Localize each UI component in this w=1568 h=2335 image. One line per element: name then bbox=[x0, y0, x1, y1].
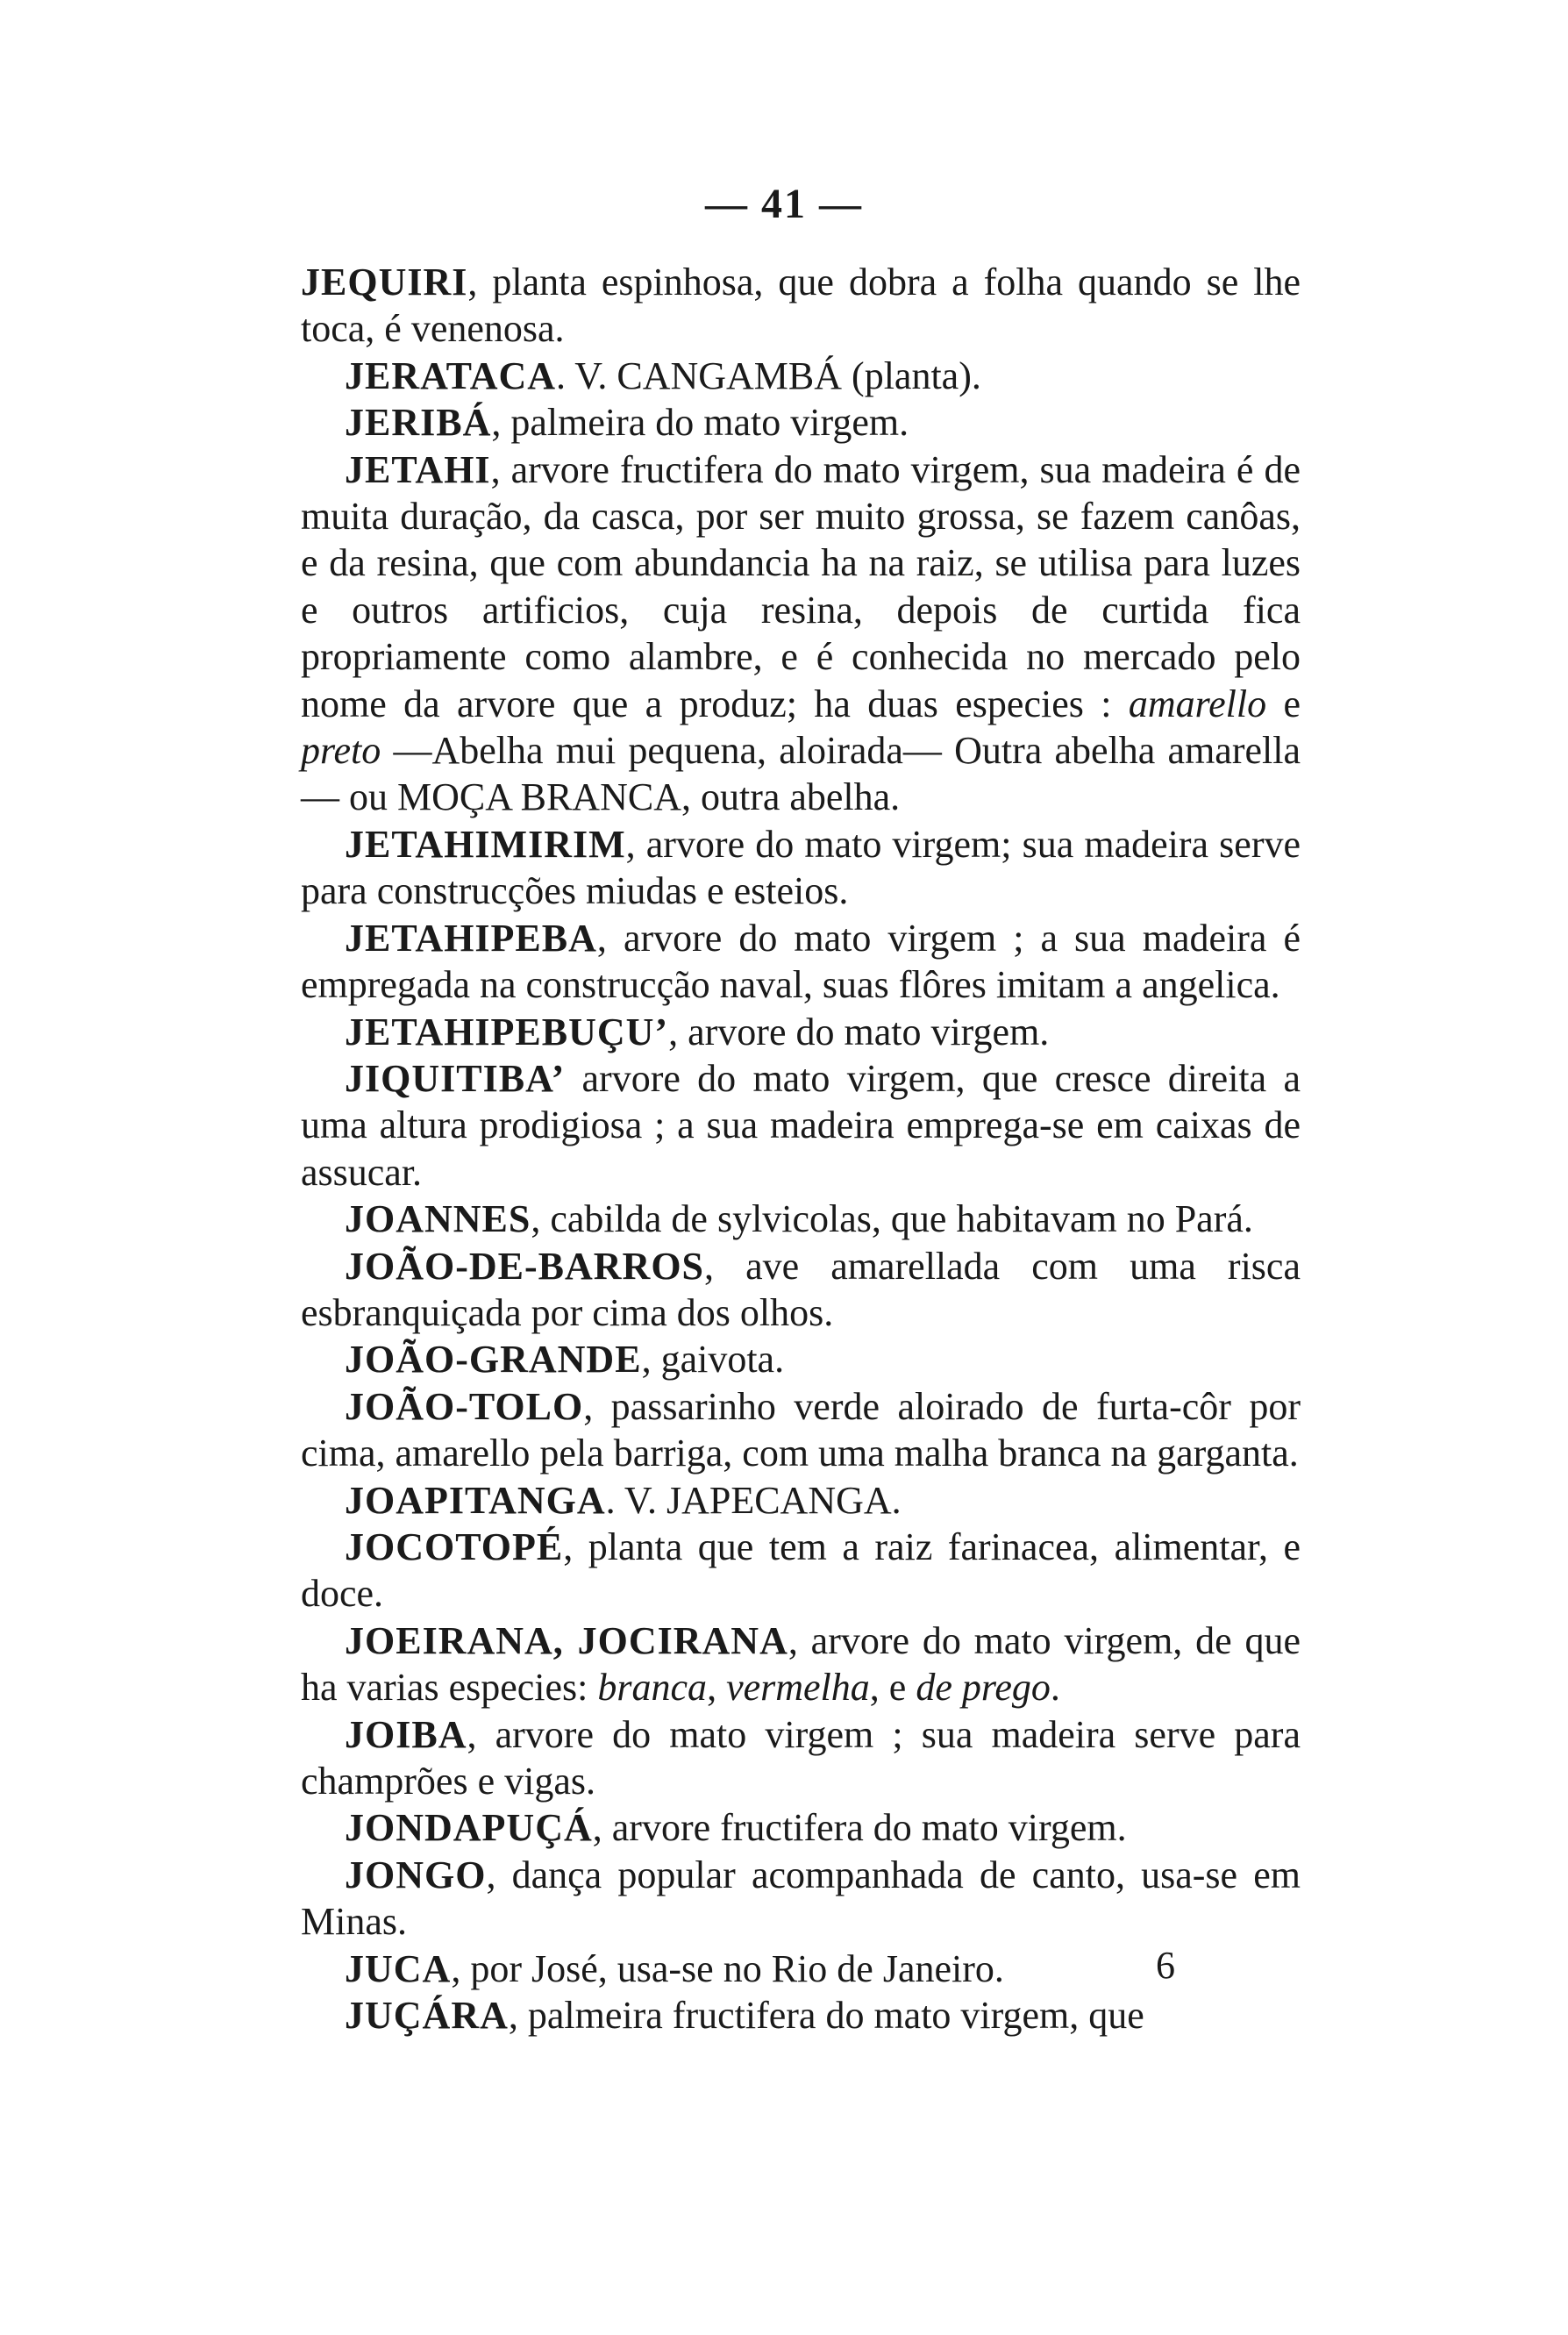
entry-headword: JOCOTOPÉ bbox=[345, 1525, 564, 1568]
entry-headword: JONGO bbox=[345, 1853, 487, 1896]
dictionary-entry bbox=[301, 1196, 1301, 1242]
entry-definition: , arvore do mato virgem, de que ha varias especies: bbox=[301, 1618, 1301, 1710]
entry-connector: e bbox=[1283, 682, 1301, 725]
dictionary-entry bbox=[301, 1992, 1301, 2039]
entry-italic-term: de prego bbox=[916, 1666, 1051, 1710]
entry-definition: , dança popular acompanhada de canto, usa-se em Minas. bbox=[301, 1853, 1301, 1944]
entry-italic-term: amarello bbox=[1128, 682, 1267, 725]
dictionary-entry bbox=[301, 1383, 1301, 1477]
entry-definition-tail: —Abelha mui pequena, aloirada— Outra abelha amarella— ou MOÇA BRANCA, outra abelha. bbox=[301, 729, 1301, 819]
entry-definition: , planta espinhosa, que dobra a folha quando se lhe toca, é venenosa. bbox=[301, 261, 1301, 351]
entry-italic-term: branca bbox=[597, 1666, 708, 1710]
entry-headword: JETAHIPEBUÇU’ bbox=[345, 1010, 669, 1053]
dictionary-entry bbox=[301, 1055, 1301, 1196]
entry-definition: , gaivota. bbox=[641, 1338, 785, 1382]
dictionary-entry bbox=[301, 1946, 1301, 1992]
entry-definition: , planta que tem a raiz farinacea, alimentar, e doce. bbox=[301, 1525, 1301, 1616]
entry-definition: , ave amarellada com uma risca esbranquiçada por cima dos olhos. bbox=[301, 1244, 1301, 1334]
dictionary-entries bbox=[301, 259, 1301, 2039]
dictionary-entry bbox=[301, 915, 1301, 1009]
signature-mark: 6 bbox=[1156, 1944, 1175, 1987]
dictionary-entry bbox=[301, 353, 1301, 399]
entry-headword: JERATACA bbox=[345, 353, 557, 397]
dictionary-entry bbox=[301, 446, 1301, 821]
entry-headword: JEQUIRI bbox=[301, 261, 468, 303]
entry-headword: JOANNES bbox=[345, 1197, 531, 1241]
entry-definition: , arvore do mato virgem. bbox=[668, 1010, 1050, 1053]
dictionary-entry bbox=[301, 1711, 1301, 1805]
entry-headword: JOÃO-DE-BARROS bbox=[345, 1244, 705, 1288]
dictionary-entry bbox=[301, 1336, 1301, 1382]
entry-headword: JIQUITIBA’ bbox=[345, 1056, 566, 1100]
entry-headword: JETAHIPEBA bbox=[345, 916, 597, 960]
dictionary-entry bbox=[301, 399, 1301, 446]
dictionary-entry bbox=[301, 1243, 1301, 1337]
dictionary-entry bbox=[301, 1477, 1301, 1524]
entry-headword: JUÇÁRA bbox=[345, 1994, 509, 2038]
entry-definition: . V. JAPECANGA. bbox=[605, 1478, 902, 1522]
entry-italic-term: preto bbox=[301, 729, 381, 773]
page-number: — 41 — bbox=[705, 181, 863, 227]
dictionary-entry bbox=[301, 259, 1301, 353]
entry-headword: JOÃO-GRANDE bbox=[345, 1338, 642, 1382]
entry-headword: JERIBÁ bbox=[345, 401, 492, 445]
entry-definition: , arvore do mato virgem ; sua madeira serve para champrões e vigas. bbox=[301, 1712, 1301, 1803]
entry-definition: , cabilda de sylvicolas, que habitavam no Pará. bbox=[531, 1197, 1253, 1241]
dictionary-entry bbox=[301, 1524, 1301, 1617]
entry-definition: , palmeira fructifera do mato virgem, que bbox=[508, 1994, 1144, 2038]
entry-headword: JOIBA bbox=[345, 1712, 467, 1756]
dictionary-entry bbox=[301, 1804, 1301, 1851]
entry-definition: , arvore fructifera do mato virgem, sua madeira é de muita duração, da casca, por ser muito grossa, se fazem canôas, e da resina, que com abundancia ha na raiz, se utilisa para luzes e outros artificios, cuja resina, depois de curtida fica propriamente como alambre, e é conhecida no mercado pelo nome da arvore que a produz; ha duas especies : bbox=[301, 447, 1301, 725]
entry-definition-end: . bbox=[1050, 1666, 1060, 1710]
entry-definition: . V. CANGAMBÁ (planta). bbox=[556, 353, 981, 397]
entry-headword: JOEIRANA, JOCIRANA bbox=[345, 1618, 788, 1662]
entry-italic-term: vermelha bbox=[726, 1666, 870, 1710]
entry-definition: , palmeira do mato virgem. bbox=[491, 401, 909, 445]
dictionary-entry bbox=[301, 821, 1301, 915]
entry-definition: , passarinho verde aloirado de furta-côr por cima, amarello pela barriga, com uma malha branca na garganta. bbox=[301, 1384, 1301, 1475]
entry-definition: , arvore do mato virgem; sua madeira serve para construcções miudas e esteios. bbox=[301, 822, 1301, 913]
entry-definition: , por José, usa-se no Rio de Janeiro. bbox=[451, 1946, 1004, 1990]
entry-connector: , bbox=[707, 1666, 717, 1710]
dictionary-entry bbox=[301, 1852, 1301, 1946]
entry-headword: JETAHI bbox=[345, 447, 491, 491]
entry-headword: JOAPITANGA bbox=[345, 1478, 606, 1522]
entry-headword: JETAHIMIRIM bbox=[345, 822, 626, 866]
entry-headword: JUCA bbox=[345, 1946, 452, 1990]
entry-headword: JONDAPUÇÁ bbox=[345, 1806, 593, 1850]
entry-definition-tail: , e bbox=[869, 1666, 907, 1710]
entry-headword: JOÃO-TOLO bbox=[345, 1384, 584, 1428]
entry-definition: , arvore fructifera do mato virgem. bbox=[592, 1806, 1127, 1850]
entry-definition: arvore do mato virgem, que cresce direita a uma altura prodigiosa ; a sua madeira emprega-se em caixas de assucar. bbox=[301, 1056, 1301, 1194]
entry-definition: , arvore do mato virgem ; a sua madeira é empregada na construcção naval, suas flôres imitam a angelica. bbox=[301, 916, 1301, 1007]
dictionary-entry bbox=[301, 1009, 1301, 1055]
dictionary-entry bbox=[301, 1617, 1301, 1711]
